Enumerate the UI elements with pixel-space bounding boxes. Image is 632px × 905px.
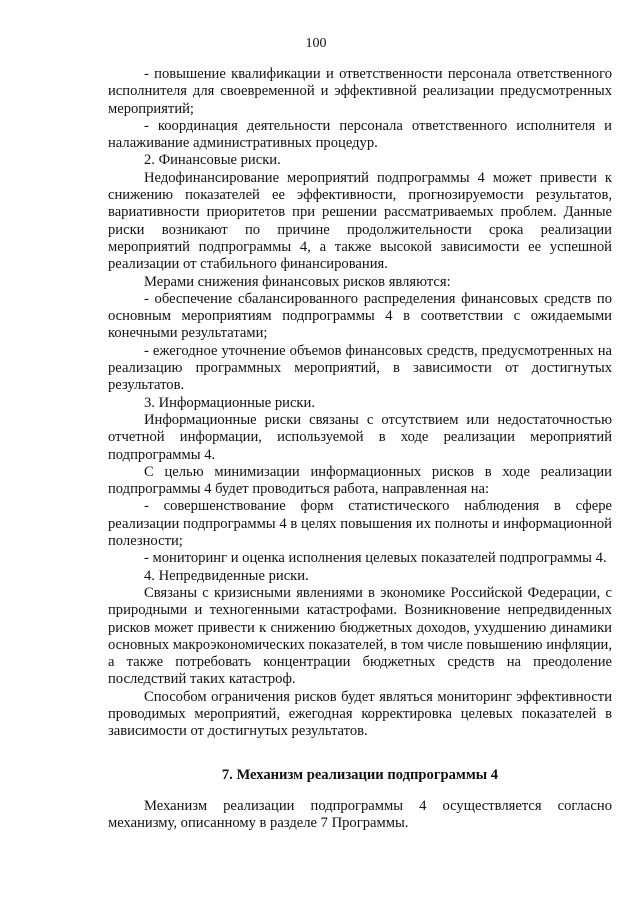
paragraph: Информационные риски связаны с отсутствием или недостаточностью отчетной информации, используемой в ходе реализации мероприятий подпрограммы 4.	[108, 411, 612, 463]
section-heading: 7. Механизм реализации подпрограммы 4	[221, 766, 499, 783]
page-number: 100	[305, 36, 327, 51]
list-item: - совершенствование форм статистического наблюдения в сфере реализации подпрограммы 4 в целях повышения их полноты и информационной полезности;	[108, 498, 612, 550]
paragraph: Способом ограничения рисков будет являться мониторинг эффективности проводимых мероприятий, ежегодная корректировка целевых показателей в зависимости от достигнутых результатов.	[108, 688, 612, 740]
subsection-title: 2. Финансовые риски.	[144, 152, 281, 169]
paragraph: Недофинансирование мероприятий подпрограммы 4 может привести к снижению показателей ее эффективности, прогнозируемости результатов, вариативности приоритетов при решении рассматриваемых проблем. Данные риски возникают по причине продолжительности срока реализации мероприятий подпрограммы 4, а также высокой зависимости ее успешной реализации от стабильного финансирования.	[108, 169, 612, 273]
paragraph: Механизм реализации подпрограммы 4 осуществляется согласно механизму, описанному в разделе 7 Программы.	[108, 797, 612, 832]
document-body	[108, 66, 612, 832]
list-item: - ежегодное уточнение объемов финансовых средств, предусмотренных на реализацию программных мероприятий, в зависимости от достигнутых результатов.	[108, 342, 612, 394]
subsection-title: 4. Непредвиденные риски.	[144, 567, 309, 584]
subsection-title: 3. Информационные риски.	[144, 394, 315, 411]
paragraph: Связаны с кризисными явлениями в экономике Российской Федерации, с природными и техногенными катастрофами. Возникновение непредвиденных рисков может привести к снижению бюджетных доходов, ухудшению динамики основных макроэкономических показателей, в том числе повышению инфляции, а также потребовать концентрации бюджетных средств на преодоление последствий таких катастроф.	[108, 584, 612, 688]
paragraph: - координация деятельности персонала ответственного исполнителя и налаживание административных процедур.	[108, 117, 612, 152]
paragraph: Мерами снижения финансовых рисков являются:	[144, 273, 451, 290]
paragraph: - повышение квалификации и ответственности персонала ответственного исполнителя для своевременной и эффективной реализации предусмотренных мероприятий;	[108, 66, 612, 117]
paragraph: С целью минимизации информационных рисков в ходе реализации подпрограммы 4 будет проводиться работа, направленная на:	[108, 463, 612, 498]
list-item: - обеспечение сбалансированного распределения финансовых средств по основным мероприятиям подпрограммы 4 в соответствии с ожидаемыми конечными результатами;	[108, 290, 612, 342]
list-item: - мониторинг и оценка исполнения целевых показателей подпрограммы 4.	[144, 550, 607, 567]
